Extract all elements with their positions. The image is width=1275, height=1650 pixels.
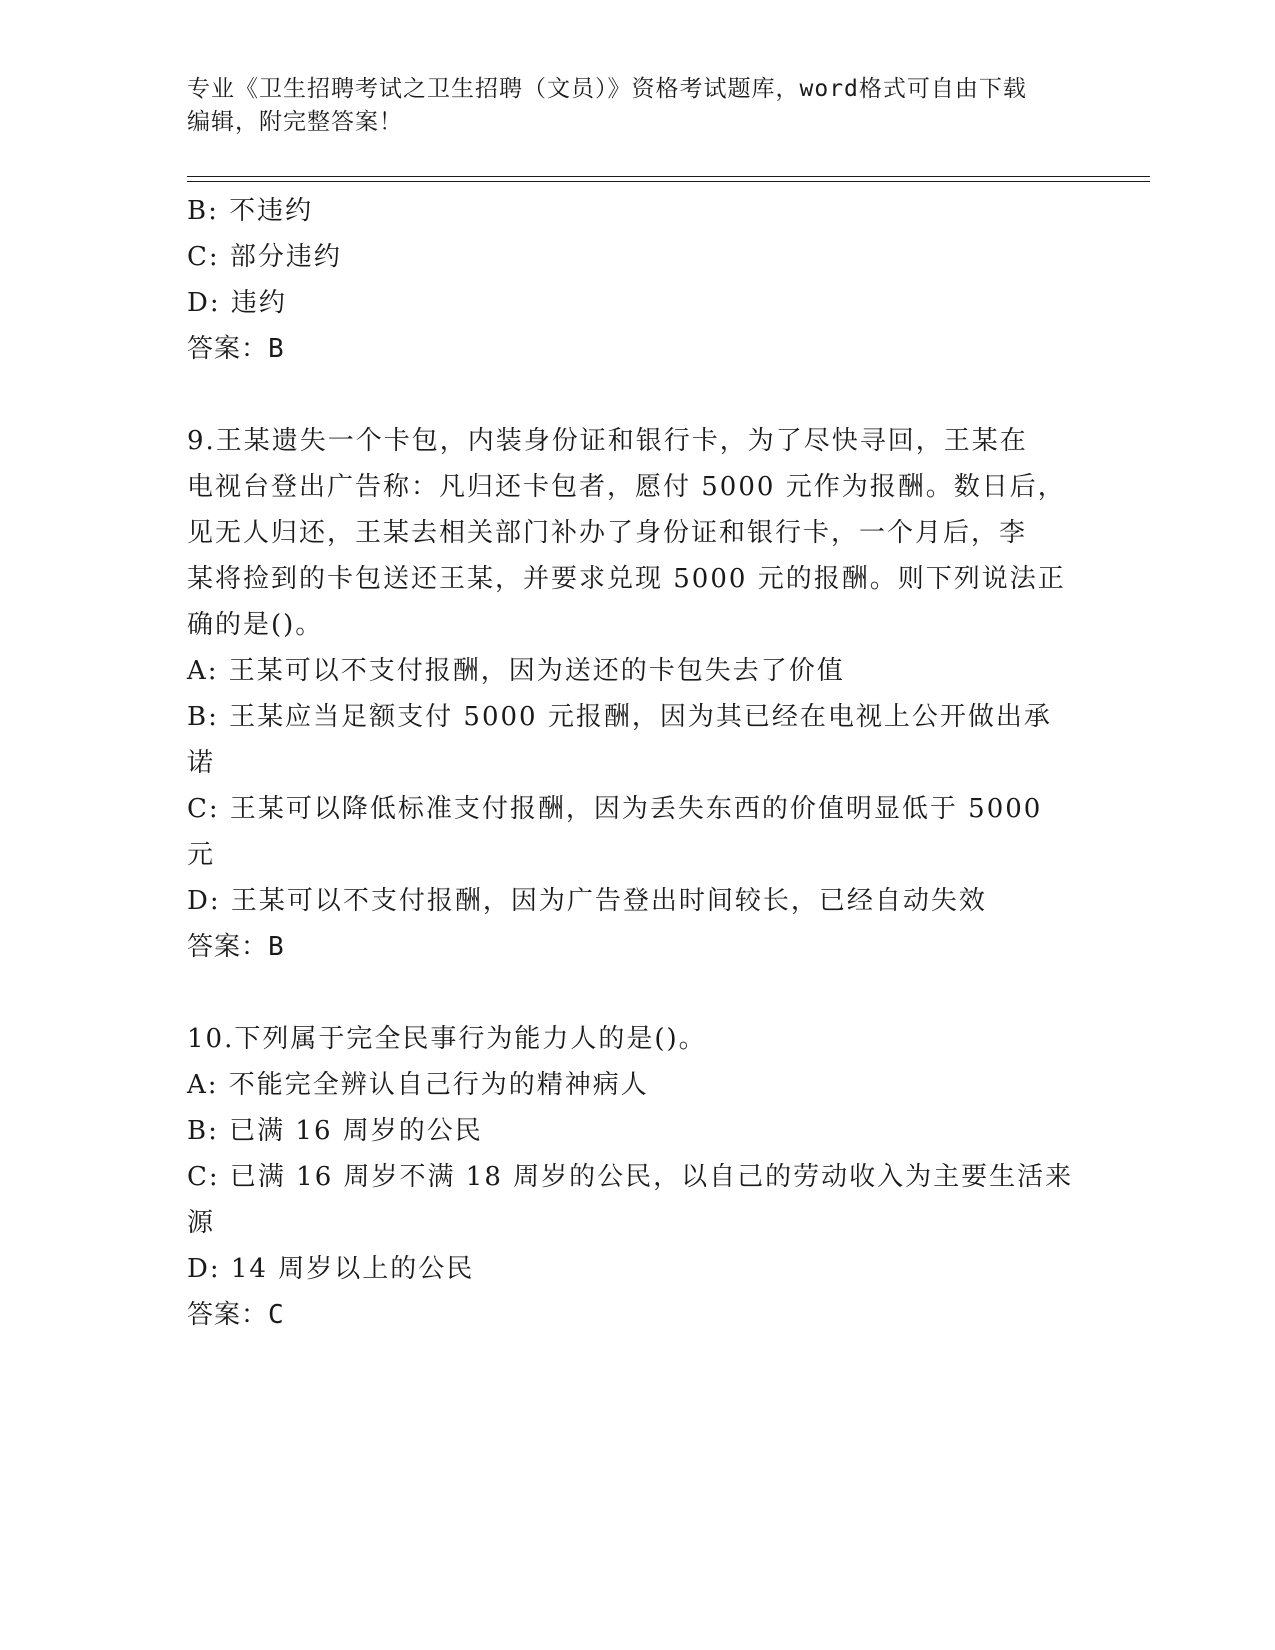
q9-stem-line-1: 9.王某遗失一个卡包，内装身份证和银行卡，为了尽快寻回，王某在 <box>187 426 1028 456</box>
q10-stem: 10.下列属于完全民事行为能力人的是()。 <box>187 1024 707 1054</box>
q9-option-c-line-1: C: 王某可以降低标准支付报酬，因为丢失东西的价值明显低于 5000 <box>187 794 1043 824</box>
q9-stem-line-3: 见无人归还，王某去相关部门补办了身份证和银行卡，一个月后，李 <box>187 518 1028 548</box>
q9-option-b-line-1: B: 王某应当足额支付 5000 元报酬，因为其已经在电视上公开做出承 <box>187 702 1052 732</box>
header-line-2: 编辑，附完整答案！ <box>187 109 403 135</box>
question-spacer <box>187 372 1087 418</box>
q9-option-a: A: 王某可以不支付报酬，因为送还的卡包失去了价值 <box>187 656 845 686</box>
question-list <box>187 188 1087 1338</box>
q9-stem-line-2: 电视台登出广告称：凡归还卡包者，愿付 5000 元作为报酬。数日后， <box>187 472 1066 502</box>
q8-option-d: D: 违约 <box>187 288 287 318</box>
q8-answer-value: B <box>268 334 285 364</box>
q9-option-c-line-2: 元 <box>187 840 216 870</box>
question-9 <box>187 418 1087 970</box>
header-divider-bottom <box>187 181 1150 182</box>
header-line-1: 专业《卫生招聘考试之卫生招聘（文员）》资格考试题库，word格式可自由下载 <box>187 76 1027 102</box>
document-header <box>187 73 1087 139</box>
q10-option-b: B: 已满 16 周岁的公民 <box>187 1116 483 1146</box>
q10-option-c-line-2: 源 <box>187 1208 216 1238</box>
question-10 <box>187 1016 1087 1338</box>
question-8-tail <box>187 188 1087 372</box>
q9-stem-line-5: 确的是()。 <box>187 610 324 640</box>
q8-option-b: B: 不违约 <box>187 196 314 226</box>
q9-answer-label: 答案： <box>187 932 269 962</box>
q10-option-d: D: 14 周岁以上的公民 <box>187 1254 475 1284</box>
q9-stem-line-4: 某将捡到的卡包送还王某，并要求兑现 5000 元的报酬。则下列说法正 <box>187 564 1066 594</box>
q10-answer <box>187 1292 1087 1338</box>
q9-answer <box>187 924 1087 970</box>
q9-option-d: D: 王某可以不支付报酬，因为广告登出时间较长，已经自动失效 <box>187 886 987 916</box>
q10-answer-label: 答案： <box>187 1300 269 1330</box>
header-divider-top <box>187 176 1150 177</box>
q8-answer-label: 答案： <box>187 334 269 364</box>
q9-option-b-line-2: 诺 <box>187 748 216 778</box>
q10-option-a: A: 不能完全辨认自己行为的精神病人 <box>187 1070 649 1100</box>
q8-answer <box>187 326 1087 372</box>
q9-answer-value: B <box>268 932 285 962</box>
q8-option-c: C: 部分违约 <box>187 242 342 272</box>
q10-answer-value: C <box>268 1300 285 1330</box>
q10-option-c-line-1: C: 已满 16 周岁不满 18 周岁的公民，以自己的劳动收入为主要生活来 <box>187 1162 1074 1192</box>
question-spacer <box>187 970 1087 1016</box>
